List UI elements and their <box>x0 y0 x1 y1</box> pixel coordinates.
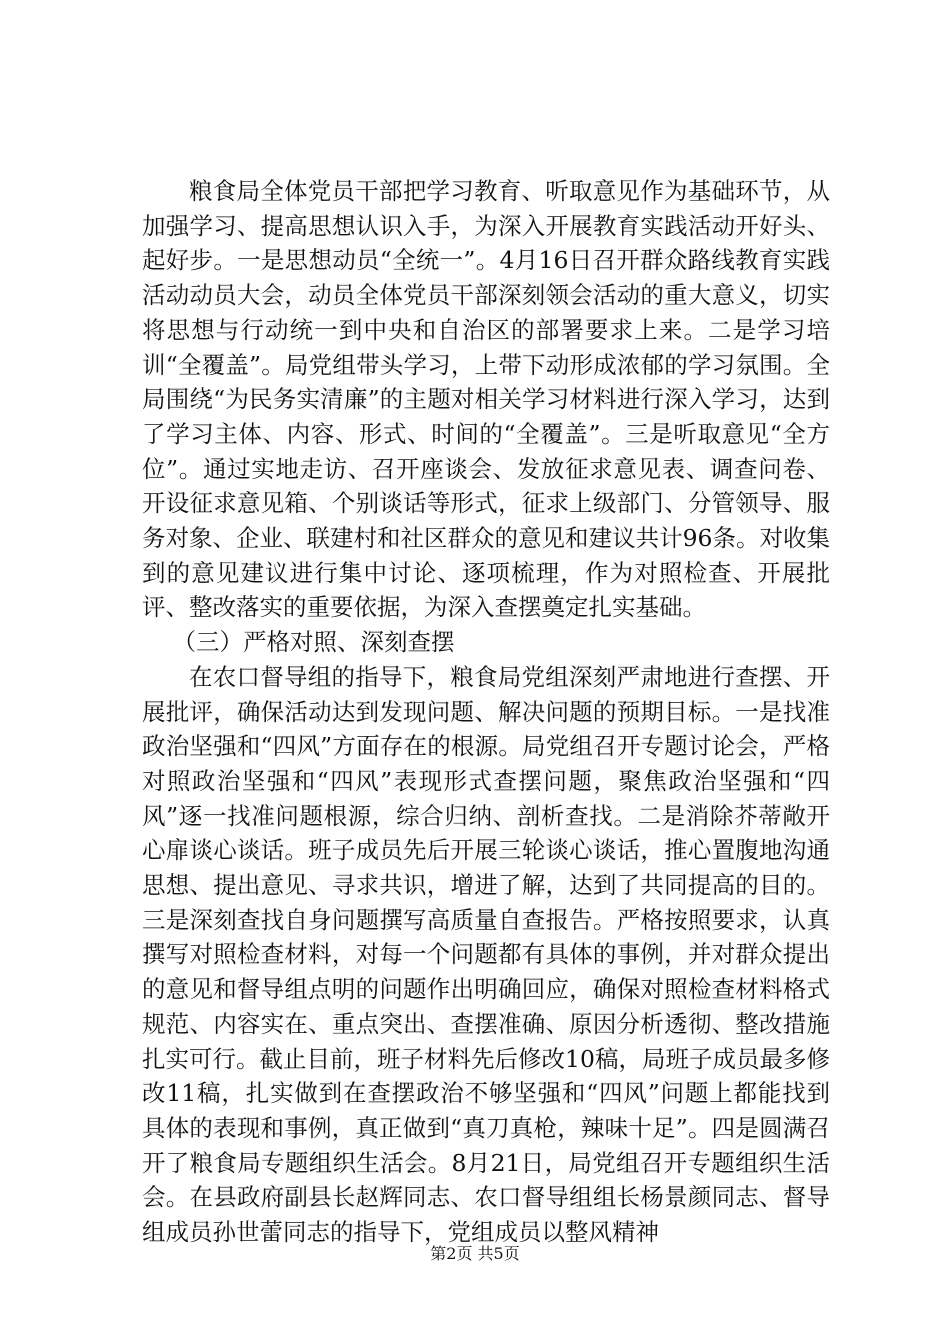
document-body <box>142 174 830 1250</box>
paragraph-study-education: 粮食局全体党员干部把学习教育、听取意见作为基础环节，从加强学习、提高思想认识入手，为深入开展教育实践活动开好头、起好步。一是思想动员“全统一”。4月16日召开群众路线教育实践活动动员大会，动员全体党员干部深刻领会活动的重大意义，切实将思想与行动统一到中央和自治区的部署要求上来。二是学习培训“全覆盖”。局党组带头学习，上带下动形成浓郁的学习氛围。全局围绕“为民务实清廉”的主题对相关学习材料进行深入学习，达到了学习主体、内容、形式、时间的“全覆盖”。三是听取意见“全方位”。通过实地走访、召开座谈会、发放征求意见表、调查问卷、开设征求意见箱、个别谈话等形式，征求上级部门、分管领导、服务对象、企业、联建村和社区群众的意见和建议共计96条。对收集到的意见建议进行集中讨论、逐项梳理，作为对照检查、开展批评、整改落实的重要依据，为深入查摆奠定扎实基础。 <box>142 177 830 622</box>
paragraph-self-examination: 在农口督导组的指导下，粮食局党组深刻严肃地进行查摆、开展批评，确保活动达到发现问题、解决问题的预期目标。一是找准政治坚强和“四风”方面存在的根源。局党组召开专题讨论会，严格对照政治坚强和“四风”表现形式查摆问题，聚焦政治坚强和“四风”逐一找准问题根源，综合归纳、剖析查找。二是消除芥蒂敞开心扉谈心谈话。班子成员先后开展三轮谈心谈话，推心置腹地沟通思想、提出意见、寻求共识，增进了解，达到了共同提高的目的。三是深刻查找自身问题撰写高质量自查报告。严格按照要求，认真撰写对照检查材料，对每一个问题都有具体的事例，并对群众提出的意见和督导组点明的问题作出明确回应，确保对照检查材料格式规范、内容实在、重点突出、查摆准确、原因分析透彻、整改措施扎实可行。截止目前，班子材料先后修改10稿，局班子成员最多修改11稿，扎实做到在查摆政治不够坚强和“四风”问题上都能找到具体的表现和事例，真正做到“真刀真枪，辣味十足”。四是圆满召开了粮食局专题组织生活会。8月21日，局党组召开专题组织生活会。在县政府副县长赵辉同志、农口督导组组长杨景颜同志、督导组成员孙世蕾同志的指导下，党组成员以整风精神 <box>142 662 830 1247</box>
page-number-label: 第2页 共5页 <box>430 1244 520 1263</box>
section-heading-3: （三）严格对照、深刻查摆 <box>172 628 455 657</box>
page-footer <box>0 1244 950 1264</box>
